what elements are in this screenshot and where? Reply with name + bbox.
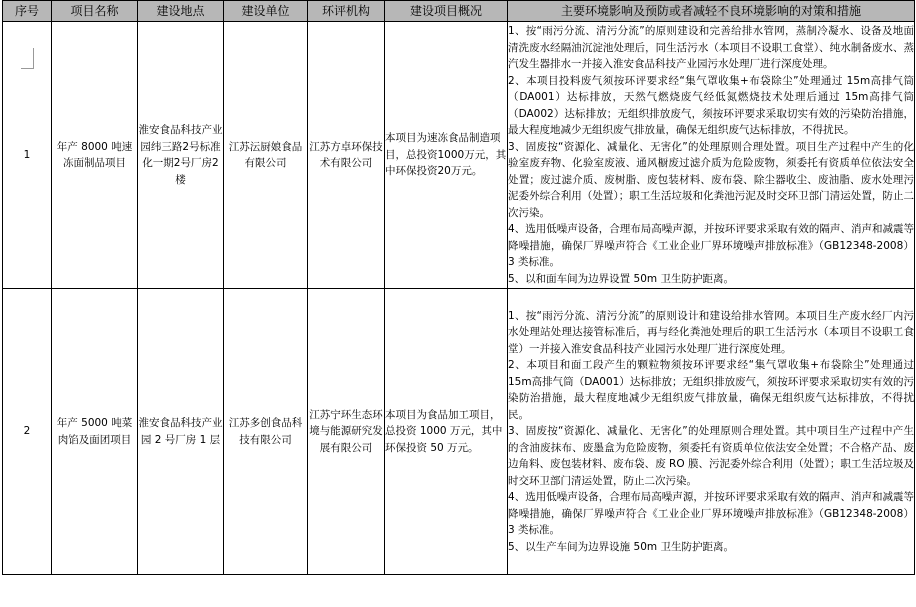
- measure-item: 5、以生产车间为边界设施 50m 卫生防护距离。: [508, 540, 734, 553]
- measure-item: 5、以和面车间为边界设置 50m 卫生防护距离。: [508, 272, 734, 285]
- row-measures: [508, 22, 915, 289]
- header-name: 项目名称: [52, 1, 138, 22]
- measure-item: 1、按“雨污分流、清污分流”的原则建设和完善给排水管网，蒸制冷凝水、设备及地面清洗废水经隔油沉淀池处理后，同生活污水（本项目不设职工食堂）、纯水制备废水、蒸汽发生器排水一并接入淮安食品科技产业园污水处理厂进行深度处理。: [508, 25, 914, 70]
- header-agency: 环评机构: [308, 1, 385, 22]
- measure-item: 3、固废按“资源化、减量化、无害化”的处理原则合理处置。项目生产过程中产生的化验室废弃物、化验室废液、通风橱废过滤介质为危险废物，须委托有资质单位依法安全处置；废过滤介质、废树脂、废包装材料、废布袋、除尘器收尘、废油脂、废水处理污泥委外综合利用（处置）；职工生活垃圾和化粪池污泥及时交环卫部门清运处置，防止二次污染。: [508, 140, 914, 219]
- row-overview: 本项目为食品加工项目，总投资 1000 万元，其中环保投资 50 万元。: [385, 289, 508, 575]
- table-row: [3, 289, 915, 575]
- row-overview: 本项目为速冻食品制造项目，总投资1000万元，其中环保投资20万元。: [385, 22, 508, 289]
- project-table: [2, 0, 915, 575]
- row-builder: 江苏多创食品科技有限公司: [224, 289, 308, 575]
- corner-mark: [21, 48, 34, 69]
- measure-item: 4、选用低噪声设备，合理布局高噪声源，并按环评要求采取有效的隔声、消声和减震等降噪措施，确保厂界噪声符合《工业企业厂界环境噪声排放标准》（GB12348-2008）3 类标准。: [508, 223, 914, 268]
- row-builder: 江苏沄厨娘食品有限公司: [224, 22, 308, 289]
- row-seq: 1: [3, 22, 52, 289]
- row-location: 淮安食品科技产业园 2 号厂房 1 层: [138, 289, 224, 575]
- header-row: [3, 1, 915, 22]
- measure-item: 3、固废按“资源化、减量化、无害化”的处理原则合理处置。其中项目生产过程中产生的含油废抹布、废墨盒为危险废物，须委托有资质单位依法安全处置；不合格产品、废边角料、废包装材料、废布袋、废 RO 膜、污泥委外综合利用（处置）；职工生活垃圾及时交环卫部门清运处置，防止二次污染。: [508, 425, 914, 487]
- row-agency: 江苏方卓环保技术有限公司: [308, 22, 385, 289]
- header-builder: 建设单位: [224, 1, 308, 22]
- header-overview: 建设项目概况: [385, 1, 508, 22]
- row-agency: 江苏宁环生态环境与能源研究发展有限公司: [308, 289, 385, 575]
- row-project-name: 年产 5000 吨菜肉馅及面团项目: [52, 289, 138, 575]
- row-measures: [508, 289, 915, 575]
- header-measures: 主要环境影响及预防或者减轻不良环境影响的对策和措施: [508, 1, 915, 22]
- row-seq: 2: [3, 289, 52, 575]
- header-location: 建设地点: [138, 1, 224, 22]
- measure-item: 2、本项目和面工段产生的颗粒物须按环评要求经“集气罩收集+布袋除尘”处理通过 15m高排气筒（DA001）达标排放；无组织排放废气，须按环评要求采取切实有效的污染防治措施，最大程度地减少无组织废气排放量，确保无组织废气达标排放，不得扰民。: [508, 359, 914, 421]
- measure-item: 4、选用低噪声设备，合理布局高噪声源，并按环评要求采取有效的隔声、消声和减震等降噪措施，确保厂界噪声符合《工业企业厂界环境噪声排放标准》（GB12348-2008）3 类标准。: [508, 491, 914, 537]
- measure-item: 2、本项目投料废气须按环评要求经“集气罩收集+布袋除尘”处理通过 15m高排气筒（DA001）达标排放，天然气燃烧废气经低氮燃烧技术处理后通过 15m高排气筒（DA002）达标排放；无组织排放废气，须按环评要求采取切实有效的污染防治措施，最大程度地减少无组织废气排放量，确保无组织废气达标排放，不得扰民。: [508, 74, 914, 136]
- measure-item: 1、按“雨污分流、清污分流”的原则设计和建设给排水管网。本项目生产废水经厂内污水处理站处理达接管标准后，再与经化粪池处理后的职工生活污水（本项目不设职工食堂）一并接入淮安食品科技产业园污水处理厂进行深度处理。: [508, 309, 914, 355]
- header-seq: 序号: [3, 1, 52, 22]
- row-project-name: 年产 8000 吨速冻面制品项目: [52, 22, 138, 289]
- row-location: 淮安食品科技产业园纬三路2号标准化一期2号厂房2楼: [138, 22, 224, 289]
- table-row: [3, 22, 915, 289]
